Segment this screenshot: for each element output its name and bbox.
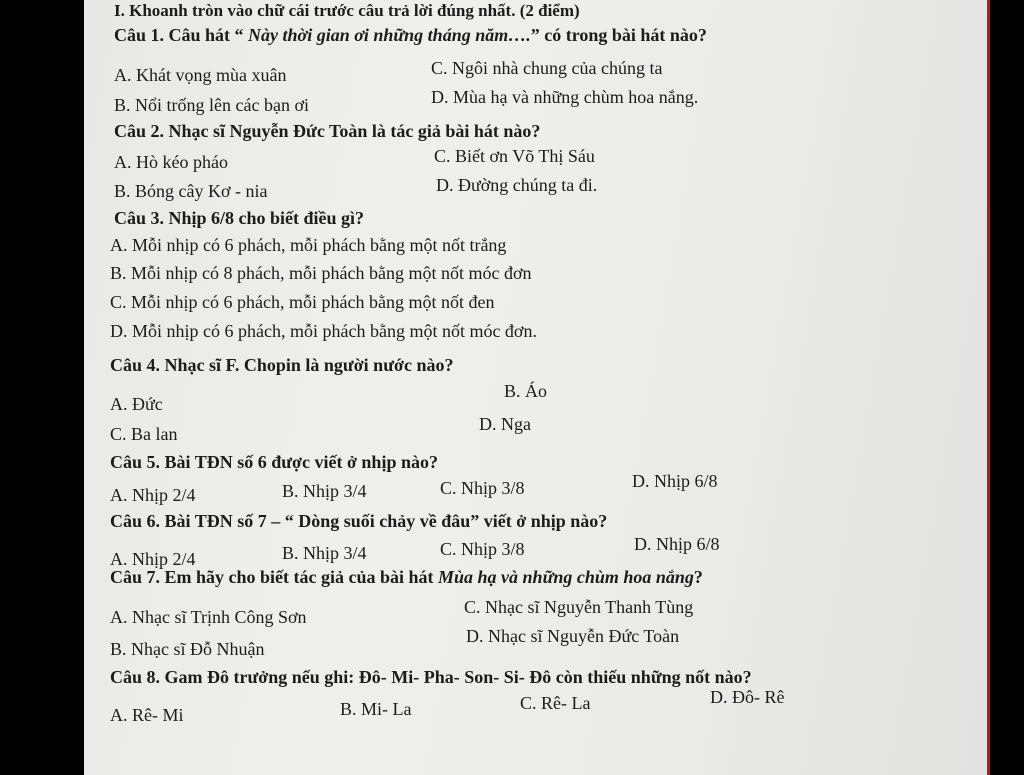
question-3: Câu 3. Nhịp 6/8 cho biết điều gì? [114,208,365,228]
q5-option-b[interactable]: B. Nhịp 3/4 [282,481,367,501]
q8-option-a[interactable]: A. Rê- Mi [110,705,184,725]
question-2: Câu 2. Nhạc sĩ Nguyễn Đức Toàn là tác giả bài hát nào? [114,121,541,141]
question-7: Câu 7. Em hãy cho biết tác giả của bài hát Mùa hạ và những chùm hoa nắng? [110,567,703,587]
q7-option-d[interactable]: D. Nhạc sĩ Nguyễn Đức Toàn [466,626,680,646]
exam-paper [84,0,990,775]
q1-option-c[interactable]: C. Ngôi nhà chung của chúng ta [431,58,663,78]
q2-option-a[interactable]: A. Hò kéo pháo [114,152,228,172]
q3-option-b[interactable]: B. Mỗi nhịp có 8 phách, mỗi phách bằng một nốt móc đơn [110,263,532,283]
q7-option-a[interactable]: A. Nhạc sĩ Trịnh Công Sơn [110,607,307,627]
question-8: Câu 8. Gam Đô trưởng nếu ghi: Đô- Mi- Pha- Son- Si- Đô còn thiếu những nốt nào? [110,667,752,687]
q7-option-c[interactable]: C. Nhạc sĩ Nguyễn Thanh Tùng [464,597,694,617]
q1-option-b[interactable]: B. Nổi trống lên các bạn ơi [114,95,309,115]
question-4: Câu 4. Nhạc sĩ F. Chopin là người nước nào? [110,355,454,375]
q5-option-c[interactable]: C. Nhịp 3/8 [440,478,525,498]
q2-option-c[interactable]: C. Biết ơn Võ Thị Sáu [434,146,595,166]
q6-option-b[interactable]: B. Nhịp 3/4 [282,543,367,563]
q6-option-d[interactable]: D. Nhịp 6/8 [634,534,720,554]
q1-option-a[interactable]: A. Khát vọng mùa xuân [114,65,287,85]
q3-option-d[interactable]: D. Mỗi nhịp có 6 phách, mỗi phách bằng một nốt móc đơn. [110,321,537,341]
q3-option-c[interactable]: C. Mỗi nhịp có 6 phách, mỗi phách bằng một nốt đen [110,292,495,312]
q5-option-d[interactable]: D. Nhịp 6/8 [632,471,718,491]
q7-option-b[interactable]: B. Nhạc sĩ Đỗ Nhuận [110,639,265,659]
q5-option-a[interactable]: A. Nhịp 2/4 [110,485,196,505]
question-6: Câu 6. Bài TĐN số 7 – “ Dòng suối chảy về đâu” viết ở nhịp nào? [110,511,608,531]
q8-option-d[interactable]: D. Đô- Rê [710,687,785,707]
q4-option-c[interactable]: C. Ba lan [110,424,178,444]
q3-option-a[interactable]: A. Mỗi nhịp có 6 phách, mỗi phách bằng một nốt trắng [110,235,507,255]
q2-option-d[interactable]: D. Đường chúng ta đi. [436,175,598,195]
q2-option-b[interactable]: B. Bóng cây Kơ - nia [114,181,268,201]
q6-option-c[interactable]: C. Nhịp 3/8 [440,539,525,559]
section-title: I. Khoanh tròn vào chữ cái trước câu trả lời đúng nhất. (2 điểm) [114,1,580,20]
q4-option-a[interactable]: A. Đức [110,394,163,414]
q8-option-b[interactable]: B. Mi- La [340,699,412,719]
q4-option-b[interactable]: B. Áo [504,381,548,401]
question-1: Câu 1. Câu hát “ Này thời gian ơi những tháng năm….” có trong bài hát nào? [114,25,707,45]
q6-option-a[interactable]: A. Nhịp 2/4 [110,549,196,569]
q8-option-c[interactable]: C. Rê- La [520,693,591,713]
q1-option-d[interactable]: D. Mùa hạ và những chùm hoa nắng. [431,87,699,107]
question-5: Câu 5. Bài TĐN số 6 được viết ở nhịp nào? [110,452,438,472]
q4-option-d[interactable]: D. Nga [479,414,531,434]
